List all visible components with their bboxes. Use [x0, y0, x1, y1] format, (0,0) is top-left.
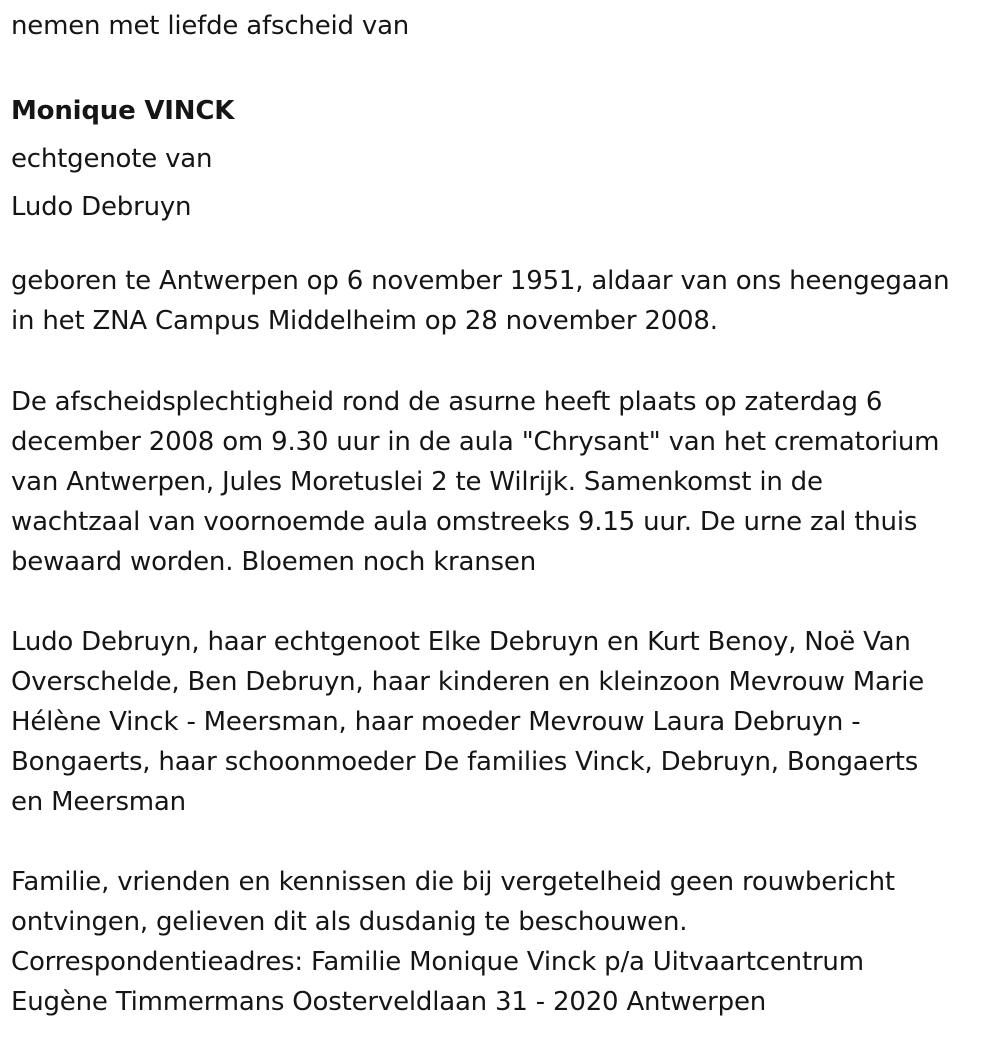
birth-death-paragraph	[11, 261, 949, 341]
paragraph-line: Ludo Debruyn, haar echtgenoot Elke Debruyn en Kurt Benoy, Noë Van	[11, 627, 911, 657]
paragraph-line: wachtzaal van voornoemde aula omstreeks 9.15 uur. De urne zal thuis	[11, 507, 918, 537]
paragraph-line: Bongaerts, haar schoonmoeder De families Vinck, Debruyn, Bongaerts	[11, 747, 919, 777]
ceremony-paragraph	[11, 382, 939, 582]
deceased-block	[11, 87, 234, 231]
paragraph-line: geboren te Antwerpen op 6 november 1951, aldaar van ons heengegaan	[11, 266, 950, 296]
paragraph-line: bewaard worden. Bloemen noch kransen	[11, 547, 536, 577]
paragraph-line: De afscheidsplechtigheid rond de asurne heeft plaats op zaterdag 6	[11, 387, 883, 417]
paragraph-line: van Antwerpen, Jules Moretuslei 2 te Wilrijk. Samenkomst in de	[11, 467, 823, 497]
paragraph-line: december 2008 om 9.30 uur in de aula "Chrysant" van het crematorium	[11, 427, 940, 457]
paragraph-line: Overschelde, Ben Debruyn, haar kinderen en kleinzoon Mevrouw Marie	[11, 667, 925, 697]
family-paragraph	[11, 622, 924, 822]
paragraph-line: Familie, vrienden en kennissen die bij vergetelheid geen rouwbericht	[11, 867, 895, 897]
paragraph-line: in het ZNA Campus Middelheim op 28 november 2008.	[11, 306, 718, 336]
correspondence-address: Correspondentieadres: Familie Monique Vinck p/a Uitvaartcentrum	[11, 947, 864, 977]
spouse-name: Ludo Debruyn	[11, 192, 192, 222]
deceased-name: Monique VINCK	[11, 96, 235, 126]
paragraph-line: ontvingen, gelieven dit als dusdanig te beschouwen.	[11, 907, 688, 937]
relation-text: echtgenote van	[11, 144, 213, 174]
paragraph-line: Hélène Vinck - Meersman, haar moeder Mevrouw Laura Debruyn -	[11, 707, 861, 737]
intro-text: nemen met liefde afscheid van	[11, 11, 410, 41]
correspondence-address: Eugène Timmermans Oosterveldlaan 31 - 2020 Antwerpen	[11, 987, 767, 1017]
closing-paragraph	[11, 862, 895, 1022]
paragraph-line: en Meersman	[11, 787, 186, 817]
